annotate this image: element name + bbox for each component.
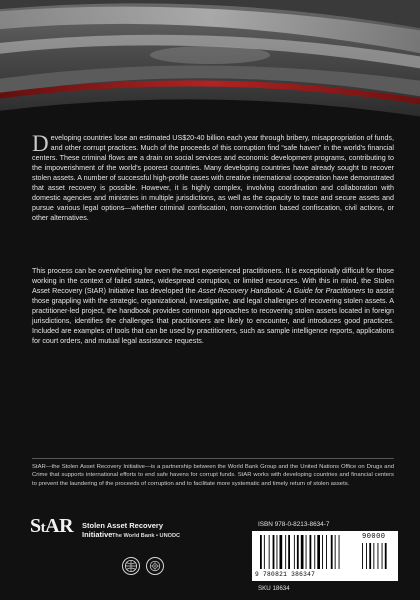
star-logo-partners: The World Bank • UNODC: [112, 533, 181, 539]
blurb-paragraph-2: [32, 266, 394, 346]
barcode-ean: 9 780821 386347: [255, 571, 316, 578]
handbook-title: Asset Recovery Handbook: A Guide for Practitioners: [197, 287, 366, 296]
cover-photo: [0, 0, 420, 118]
un-emblem-icon: [146, 557, 164, 575]
barcode: [252, 531, 398, 581]
star-logo-block: [30, 515, 190, 585]
blurb-paragraph-2-part-b: to assist those grappling with the strategic, organizational, investigative, and legal challenges of recovering stolen assets. A practitioner-led project, the handbook provides common approaches to recovering stolen assets located in foreign jurisdictions, identifies the challenges that practitioners are likely to encounter, and introduces good practices. Included are examples of tools that can be used by practitioners, such as sample intelligence reports, applications for court orders, and mutual legal assistance requests.: [32, 287, 394, 346]
star-logo-mark: [30, 515, 73, 538]
star-logo-ar: AR: [45, 515, 74, 537]
star-logo-s: S: [30, 515, 41, 537]
isbn: ISBN 978-0-8213-8634-7: [258, 521, 330, 528]
barcode-supplement: 90000: [362, 533, 386, 541]
star-initiative-description: StAR—the Stolen Asset Recovery Initiative—is a partnership between the World Bank Group and the United Nations Office on Drugs and Crime that supports international efforts to end safe havens for corrupt funds. StAR works with developing countries and financial centers to prevent the laundering of the proceeds of corruption and to facilitate more systematic and timely return of stolen assets.: [32, 464, 394, 487]
divider: [32, 458, 394, 459]
sku: SKU 18634: [258, 585, 290, 592]
blurb-paragraph-1-text: eveloping countries lose an estimated US$20-40 billion each year through bribery, misappropriation of funds, and other corrupt practices. Much of the proceeds of this corruption find “safe haven” in the world’s financial centers. These criminal flows are a drain on social services and economic development programs, contributing to the impoverishment of the world’s poorest countries. Many developing countries have already sought to recover stolen assets. A number of successful high-profile cases with creative international cooperation have demonstrated that asset recovery is possible. However, it is highly complex, involving coordination and collaboration with domestic agencies and ministries in multiple jurisdictions, as well as the capacity to trace and secure assets and pursue various legal options—whether criminal confiscation, non-conviction based confiscation, civil actions, or other alternatives.: [32, 134, 394, 223]
blurb-paragraph-1: [32, 133, 394, 223]
drop-cap: D: [32, 131, 49, 156]
blurb-paragraph-2-part-a: This process can be overwhelming for even the most experienced practitioners. It is exceptionally difficult for those working in the context of failed states, widespread corruption, or limited resources. With this in mind, the Stolen Asset Recovery (StAR) Initiative has developed the: [32, 267, 394, 296]
star-logo-t: t: [40, 520, 46, 536]
star-logo-title: Stolen Asset Recovery Initiative: [82, 521, 164, 539]
cover-photo-art: [0, 0, 420, 118]
world-bank-emblem-icon: [122, 557, 140, 575]
